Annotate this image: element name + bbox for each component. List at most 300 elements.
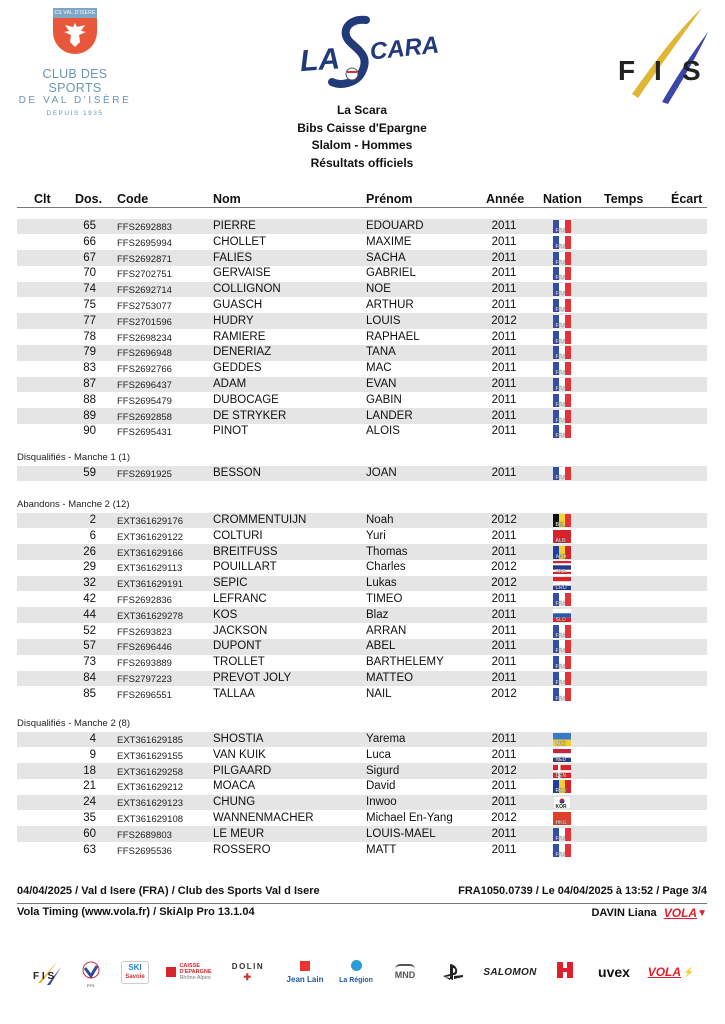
bib-number: 44 [83, 608, 96, 621]
bib-number: 6 [89, 529, 96, 542]
competitor-code: FFS2753077 [117, 301, 172, 312]
svg-text:BEL: BEL [555, 522, 566, 527]
birth-year: 2011 [491, 672, 517, 684]
table-row [17, 826, 707, 842]
first-name: TIMEO [366, 593, 403, 605]
competitor-code: FFS2702751 [117, 269, 172, 281]
table-row [17, 219, 707, 235]
svg-text:FRA: FRA [555, 228, 566, 233]
nation-flag-icon [553, 394, 571, 407]
birth-year: 2012 [491, 812, 517, 824]
bib-number: 79 [83, 346, 96, 359]
sponsor-savoie-logo [552, 952, 578, 992]
table-row [17, 639, 707, 655]
first-name: EVAN [366, 378, 397, 390]
table-row [17, 266, 707, 282]
birth-year: 2011 [491, 299, 517, 311]
table-row [17, 686, 707, 702]
col-header-clt: Clt [34, 192, 51, 206]
svg-text:SLO: SLO [555, 616, 566, 622]
competitor-code: FFS2695431 [117, 427, 172, 439]
results-status: Résultats officiels [310, 155, 414, 170]
birth-year: 2011 [491, 624, 517, 637]
svg-text:FRA: FRA [555, 835, 566, 841]
col-header-temps: Temps [604, 192, 644, 206]
table-row [17, 466, 707, 482]
bib-number: 84 [83, 672, 96, 684]
first-name: SACHA [366, 251, 406, 264]
first-name: Blaz [366, 608, 389, 621]
last-name: KOS [213, 608, 238, 621]
col-header-annee: Année [486, 192, 525, 206]
table-row [17, 282, 707, 298]
svg-text:FRA: FRA [555, 386, 566, 391]
competitor-code: EXT361629278 [117, 610, 184, 622]
table-row [17, 795, 707, 811]
competitor-code: FFS2696437 [117, 380, 172, 391]
bib-number: 9 [89, 748, 96, 761]
table-row [17, 607, 707, 623]
first-name: LOUIS [366, 314, 401, 327]
table-row [17, 329, 707, 345]
svg-text:CARA: CARA [368, 31, 438, 66]
nation-flag-icon [553, 378, 571, 391]
svg-text:AND: AND [555, 553, 567, 559]
table-row [17, 345, 707, 361]
competitor-code: FFS2692836 [117, 595, 172, 606]
first-name: NAIL [366, 687, 392, 700]
nation-flag-icon [553, 362, 571, 375]
last-name: PIERRE [213, 220, 256, 232]
competitor-code: EXT361629123 [117, 798, 184, 810]
nation-flag-icon [553, 283, 571, 296]
table-row [17, 732, 707, 748]
svg-text:ROU: ROU [555, 788, 567, 794]
competitor-code: FFS2696446 [117, 642, 172, 654]
competitor-code: FFS2695994 [117, 237, 172, 249]
la-scara-logo [296, 12, 438, 92]
section-label: Disqualifiés - Manche 2 (8) [17, 718, 130, 729]
svg-text:FFS: FFS [87, 983, 95, 988]
bib-number: 18 [83, 764, 96, 777]
svg-text:NED: NED [555, 756, 567, 762]
birth-year: 2011 [491, 235, 517, 248]
nation-flag-icon [553, 688, 571, 701]
svg-text:THA: THA [555, 569, 566, 575]
nation-flag-icon [553, 425, 571, 438]
svg-text:FRA: FRA [555, 680, 566, 685]
svg-text:I: I [654, 55, 662, 86]
competitor-code: FFS2692871 [117, 253, 172, 265]
first-name: Thomas [366, 545, 408, 558]
birth-year: 2011 [491, 330, 517, 343]
bib-number: 60 [83, 827, 96, 840]
svg-text:S: S [682, 55, 701, 86]
footer-operator: DAVIN Liana [591, 906, 657, 919]
birth-year: 2011 [491, 748, 517, 761]
svg-text:F I S: F I S [33, 971, 55, 982]
sponsor-uvex-logo: uvex [598, 964, 630, 980]
competitor-code: EXT361629191 [117, 579, 184, 591]
results-table-header [17, 190, 707, 208]
nation-flag-icon [553, 656, 571, 669]
last-name: PINOT [213, 425, 249, 438]
club-shield-icon [53, 8, 97, 56]
bib-number: 63 [83, 843, 96, 856]
first-name: Michael En-Yang [366, 812, 453, 824]
footer-codex-page: FRA1050.0739 / Le 04/04/2025 à 13:52 / Page 3/4 [458, 885, 707, 897]
table-row [17, 842, 707, 858]
first-name: LANDER [366, 409, 413, 422]
table-row [17, 234, 707, 250]
nation-flag-icon [553, 749, 571, 762]
svg-text:FRA: FRA [555, 648, 566, 654]
first-name: EDOUARD [366, 220, 424, 232]
first-name: David [366, 780, 396, 793]
footer-line-1 [17, 885, 707, 899]
last-name: JACKSON [213, 624, 268, 637]
svg-text:ALB: ALB [555, 537, 566, 543]
first-name: Sigurd [366, 764, 400, 777]
table-row [17, 763, 707, 779]
col-header-ecart: Écart [671, 192, 703, 206]
last-name: COLLIGNON [213, 283, 281, 296]
last-name: POUILLART [213, 561, 277, 574]
competitor-code: FFS2692714 [117, 285, 172, 297]
last-name: CHOLLET [213, 235, 267, 248]
first-name: BARTHELEMY [366, 656, 444, 669]
bib-number: 70 [83, 267, 96, 280]
sponsor-strip [30, 952, 710, 992]
svg-text:FRA: FRA [555, 243, 566, 249]
first-name: LOUIS-MAEL [366, 827, 436, 840]
competitor-code: FFS2797223 [117, 674, 172, 685]
bib-number: 67 [83, 251, 96, 264]
competitor-code: FFS2693823 [117, 626, 172, 638]
club-name-line1: CLUB DES SPORTS [42, 67, 108, 95]
first-name: GABRIEL [366, 267, 416, 280]
bib-number: 21 [83, 780, 96, 793]
event-title: La Scara [336, 103, 388, 117]
competitor-code: FFS2701596 [117, 316, 172, 328]
bib-number: 89 [83, 409, 96, 422]
nation-flag-icon [553, 546, 571, 559]
birth-year: 2011 [491, 529, 517, 542]
nation-flag-icon [553, 625, 571, 638]
competitor-code: FFS2692766 [117, 364, 172, 376]
bib-number: 85 [83, 687, 96, 700]
birth-year: 2011 [491, 593, 517, 605]
bib-number: 77 [83, 314, 96, 327]
nation-flag-icon [553, 828, 571, 841]
table-row [17, 313, 707, 329]
nation-flag-icon [553, 467, 571, 480]
birth-year: 2011 [491, 393, 517, 406]
first-name: ARRAN [366, 624, 407, 637]
competitor-code: FFS2689803 [117, 829, 172, 841]
svg-text:FRA: FRA [555, 338, 566, 344]
last-name: CHUNG [213, 796, 256, 809]
svg-text:CRO: CRO [555, 585, 567, 591]
club-founded: DEPUIS 1935 [46, 110, 104, 117]
sponsor-salomon-logo: SALOMON [483, 966, 537, 978]
footer-divider [17, 903, 707, 904]
first-name: RAPHAEL [366, 330, 420, 343]
nation-flag-icon [553, 796, 571, 809]
nation-flag-icon [553, 514, 571, 527]
nation-flag-icon [553, 780, 571, 793]
footer-race-info: 04/04/2025 / Val d Isere (FRA) / Club des Sports Val d Isere [17, 885, 320, 897]
competitor-code: FFS2692883 [117, 222, 172, 233]
sponsor-ffs-logo [74, 952, 108, 992]
competitor-code: EXT361629258 [117, 766, 184, 778]
first-name: MATTEO [366, 672, 414, 684]
last-name: SEPIC [213, 577, 248, 590]
last-name: WANNENMACHER [213, 812, 314, 824]
sponsor-fis-logo [30, 952, 64, 992]
svg-text:FRA: FRA [555, 291, 566, 297]
birth-year: 2011 [491, 640, 517, 653]
birth-year: 2011 [491, 608, 517, 621]
last-name: DE STRYKER [213, 409, 287, 422]
table-row [17, 408, 707, 424]
col-header-code: Code [117, 192, 149, 206]
club-badge-text: CS VAL D'ISERE [54, 10, 96, 16]
last-name: SHOSTIA [213, 733, 264, 745]
bib-number: 88 [83, 393, 96, 406]
bib-number: 52 [83, 624, 96, 637]
svg-text:FRA: FRA [555, 851, 566, 857]
birth-year: 2011 [491, 378, 517, 390]
nation-flag-icon [553, 315, 571, 328]
table-row [17, 377, 707, 393]
svg-text:FRA: FRA [555, 695, 566, 701]
first-name: NOE [366, 283, 391, 296]
col-header-nom: Nom [213, 192, 241, 206]
nation-flag-icon [553, 346, 571, 359]
bib-number: 66 [83, 235, 96, 248]
birth-year: 2011 [491, 843, 517, 856]
nation-flag-icon [553, 812, 571, 825]
table-row [17, 513, 707, 529]
bib-number: 83 [83, 362, 96, 375]
birth-year: 2012 [491, 764, 517, 777]
last-name: DENERIAZ [213, 346, 272, 359]
table-row [17, 655, 707, 671]
table-row [17, 544, 707, 560]
sub-event-title: Bibs Caisse d'Epargne [297, 120, 427, 135]
svg-text:FRA: FRA [555, 307, 566, 312]
competitor-code: FFS2692858 [117, 411, 172, 423]
first-name: JOAN [366, 467, 397, 479]
last-name: RAMIERE [213, 330, 266, 343]
competitor-code: EXT361629176 [117, 516, 184, 527]
last-name: LE MEUR [213, 827, 265, 840]
first-name: Charles [366, 561, 406, 574]
sponsor-mnd-logo: MND [390, 952, 420, 992]
nation-flag-icon [553, 331, 571, 344]
nation-flag-icon [553, 765, 571, 778]
birth-year: 2011 [491, 267, 517, 280]
birth-year: 2011 [491, 545, 517, 558]
col-header-prenom: Prénom [366, 192, 413, 206]
first-name: TANA [366, 346, 396, 359]
last-name: GERVAISE [213, 267, 271, 280]
table-row [17, 747, 707, 763]
last-name: PILGAARD [213, 764, 272, 777]
birth-year: 2011 [491, 733, 517, 745]
birth-year: 2012 [491, 514, 517, 526]
table-row [17, 528, 707, 544]
last-name: LEFRANC [213, 593, 267, 605]
competitor-code: FFS2695479 [117, 395, 172, 407]
vola-heart-icon: ▼ [697, 907, 707, 919]
table-row [17, 623, 707, 639]
competitor-code: FFS2695536 [117, 845, 172, 857]
competitor-code: EXT361629185 [117, 735, 184, 746]
first-name: MAC [366, 362, 392, 375]
sponsor-dolin-logo: DOLIN ✚ [231, 961, 265, 982]
birth-year: 2012 [491, 687, 517, 700]
birth-year: 2012 [491, 577, 517, 590]
vola-logo: VOLA [663, 906, 698, 920]
last-name: TROLLET [213, 656, 265, 669]
nation-flag-icon [553, 252, 571, 265]
birth-year: 2011 [491, 346, 517, 359]
table-row [17, 811, 707, 827]
svg-text:F: F [618, 55, 636, 86]
bib-number: 35 [83, 812, 96, 824]
nation-flag-icon [553, 640, 571, 653]
last-name: ROSSERO [213, 843, 271, 856]
first-name: ABEL [366, 640, 396, 653]
bib-number: 4 [89, 733, 96, 745]
birth-year: 2012 [491, 314, 517, 327]
last-name: BESSON [213, 467, 261, 479]
bib-number: 57 [83, 640, 96, 653]
table-row [17, 424, 707, 440]
nation-flag-icon [553, 844, 571, 857]
competitor-code: EXT361629122 [117, 531, 184, 543]
bib-number: 73 [83, 656, 96, 669]
sponsor-ski-savoie-logo: SKI Savoie [118, 952, 152, 992]
birth-year: 2011 [491, 283, 517, 296]
birth-year: 2012 [491, 561, 517, 574]
svg-text:UKR: UKR [555, 741, 567, 746]
svg-text:FRA: FRA [555, 632, 566, 638]
first-name: Yarema [366, 733, 406, 745]
nation-flag-icon [553, 220, 571, 233]
sponsor-caisse-epargne-logo: CAISSE D'EPARGNE Rhône Alpes [164, 952, 214, 992]
table-row [17, 361, 707, 377]
sponsor-vola-logo: VOLA ⚡ [647, 965, 695, 979]
section-label: Abandons - Manche 2 (12) [17, 499, 130, 510]
table-row [17, 592, 707, 608]
table-row [17, 576, 707, 592]
competitor-code: EXT361629113 [117, 563, 183, 575]
bib-number: 75 [83, 299, 96, 311]
svg-text:FRA: FRA [555, 401, 566, 407]
last-name: VAN KUIK [213, 748, 266, 761]
svg-text:LA: LA [298, 42, 341, 79]
table-row [17, 560, 707, 576]
last-name: GEDDES [213, 362, 262, 375]
club-des-sports-logo [17, 8, 133, 117]
last-name: ADAM [213, 378, 247, 390]
table-row [17, 779, 707, 795]
competitor-code: FFS2696948 [117, 348, 172, 360]
bib-number: 42 [83, 593, 96, 605]
last-name: COLTURI [213, 529, 263, 542]
bib-number: 2 [89, 514, 96, 526]
discipline-title: Slalom - Hommes [311, 138, 413, 152]
svg-text:FRA: FRA [555, 417, 566, 423]
table-row [17, 298, 707, 314]
svg-text:HKG: HKG [555, 820, 567, 825]
last-name: DUPONT [213, 640, 262, 653]
birth-year: 2011 [491, 220, 517, 232]
race-titles [212, 102, 512, 172]
birth-year: 2011 [491, 656, 517, 669]
svg-text:KOR: KOR [555, 804, 567, 810]
nation-flag-icon [553, 672, 571, 685]
first-name: Noah [366, 514, 394, 526]
birth-year: 2011 [491, 467, 517, 479]
svg-text:FRA: FRA [555, 322, 566, 328]
last-name: FALIES [213, 251, 252, 264]
svg-text:FRA: FRA [555, 433, 566, 439]
fis-logo [612, 6, 712, 106]
footer-timing-software: Vola Timing (www.vola.fr) / SkiAlp Pro 13.1.04 [17, 906, 255, 918]
col-header-dos: Dos. [75, 192, 103, 206]
nation-flag-icon [553, 609, 571, 622]
first-name: Luca [366, 748, 391, 761]
first-name: ALOIS [366, 425, 400, 438]
nation-flag-icon [553, 561, 571, 574]
bib-number: 59 [83, 467, 96, 479]
section-label: Disqualifiés - Manche 1 (1) [17, 452, 130, 463]
competitor-code: EXT361629166 [117, 547, 184, 559]
last-name: CROMMENTUIJN [213, 514, 307, 526]
nation-flag-icon [553, 267, 571, 280]
svg-text:FRA: FRA [555, 475, 566, 480]
sponsor-jean-lain-logo: Jean Lain [282, 952, 328, 992]
first-name: MATT [366, 843, 397, 856]
svg-text:FRA: FRA [555, 664, 566, 670]
bib-number: 29 [83, 561, 96, 574]
club-name-line2: DE VAL D'ISÈRE [18, 95, 132, 106]
competitor-code: EXT361629108 [117, 814, 184, 825]
birth-year: 2011 [491, 362, 517, 375]
bib-number: 32 [83, 577, 96, 590]
footer-line-2 [17, 906, 707, 920]
nation-flag-icon [553, 410, 571, 423]
eagle-icon [63, 22, 87, 48]
first-name: Lukas [366, 577, 397, 590]
first-name: ARTHUR [366, 299, 414, 311]
competitor-code: EXT361629155 [117, 750, 184, 762]
svg-text:DEN: DEN [555, 772, 567, 778]
birth-year: 2011 [491, 780, 517, 793]
first-name: MAXIME [366, 235, 412, 248]
col-header-nation: Nation [543, 192, 582, 206]
bib-number: 78 [83, 330, 96, 343]
first-name: Inwoo [366, 796, 397, 809]
nation-flag-icon [553, 577, 571, 590]
birth-year: 2011 [491, 796, 517, 809]
competitor-code: FFS2698234 [117, 332, 172, 344]
bib-number: 87 [83, 378, 96, 390]
